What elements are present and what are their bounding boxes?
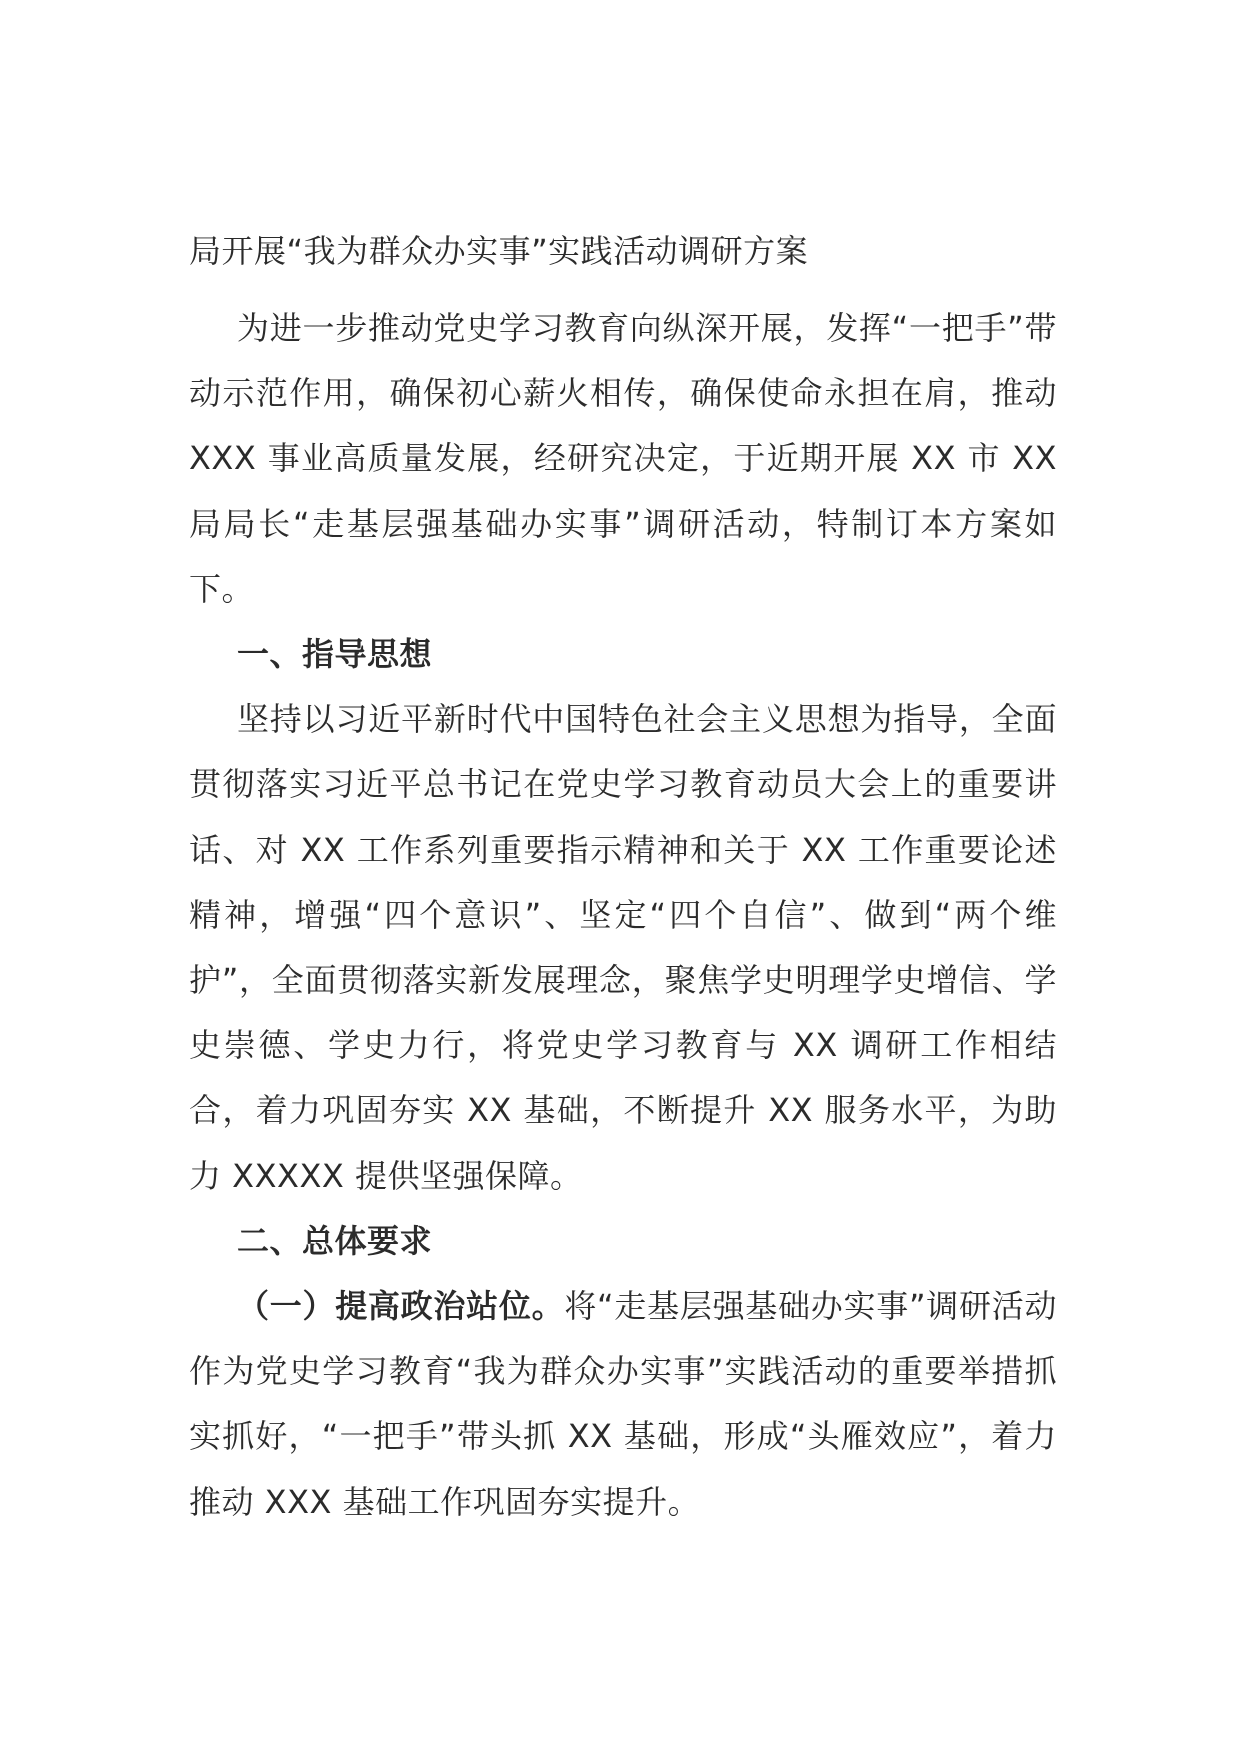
document-page [189, 218, 1057, 1535]
section-heading-overall-requirements: 二、总体要求 [237, 1221, 433, 1260]
guiding-thought-paragraph: 坚持以习近平新时代中国特色社会主义思想为指导，全面贯彻落实习近平总书记在党史学习教育动员大会上的重要讲话、对 XX 工作系列重要指示精神和关于 XX 工作重要论述精神，增强“四个意识”、坚定“四个自信”、做到“两个维护”，全面贯彻落实新发展理念，聚焦学史明理学史增信、学史崇德、学史力行，将党史学习教育与 XX 调研工作相结合，着力巩固夯实 XX 基础，不断提升 XX 服务水平，为助力 XXXXX 提供坚强保障。 [189, 700, 1057, 1195]
requirement-item-paragraph [189, 1274, 1057, 1535]
document-title: 局开展“我为群众办实事”实践活动调研方案 [189, 232, 809, 270]
requirement-item-body: 将“走基层强基础办实事”调研活动作为党史学习教育“我为群众办实事”实践活动的重要举措抓实抓好，“一把手”带头抓 XX 基础，形成“头雁效应”，着力推动 XXX 基础工作巩固夯实提升。 [189, 1287, 1057, 1521]
section-heading-guiding-thought: 一、指导思想 [237, 635, 433, 674]
intro-paragraph: 为进一步推动党史学习教育向纵深开展，发挥“一把手”带动示范作用，确保初心薪火相传，确保使命永担在肩，推动 XXX 事业高质量发展，经研究决定，于近期开展 XX 市 XX 局局长“走基层强基础办实事”调研活动，特制订本方案如下。 [189, 309, 1057, 608]
requirement-item-lead: （一）提高政治站位。 [237, 1287, 565, 1326]
